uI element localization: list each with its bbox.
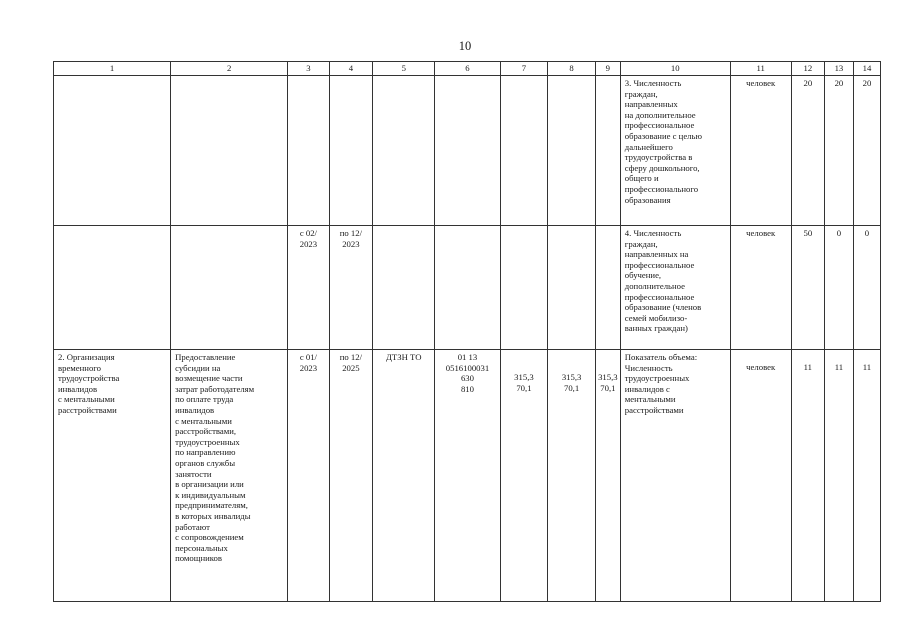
description-cell xyxy=(171,76,288,226)
description-cell: Предоставление субсидии на возмещение части затрат работодателям по оплате труда инвалидов с ментальными расстройствами, трудоустроенных по направлению органов службы занятости в организации или к индивидуальным предпринимателям, в которых инвалиды работают с сопровождением персональных помощников xyxy=(171,350,288,602)
description-cell xyxy=(171,226,288,350)
column-number: 5 xyxy=(373,62,435,76)
target-2025-cell: 11 xyxy=(853,350,880,602)
column-number: 12 xyxy=(791,62,824,76)
column-number: 8 xyxy=(548,62,596,76)
table-row xyxy=(54,350,881,602)
start-cell: с 02/ 2023 xyxy=(288,226,329,350)
column-number: 6 xyxy=(435,62,500,76)
value-cell: 315,3 70,1 xyxy=(548,350,596,602)
value-cell xyxy=(548,76,596,226)
unit-cell: человек xyxy=(730,350,791,602)
start-cell: с 01/ 2023 xyxy=(288,350,329,602)
column-number: 10 xyxy=(620,62,730,76)
indicator-cell: Показатель объема: Численность трудоустроенных инвалидов с ментальными расстройствами xyxy=(620,350,730,602)
end-cell xyxy=(329,76,373,226)
activity-cell xyxy=(54,76,171,226)
indicator-cell: 4. Численность граждан, направленных на профессиональное обучение, дополнительное профессиональное образование (членов семей мобилизо- ванных граждан) xyxy=(620,226,730,350)
value-cell xyxy=(548,226,596,350)
column-number: 2 xyxy=(171,62,288,76)
value-cell: 315,3 70,1 xyxy=(500,350,548,602)
column-number: 7 xyxy=(500,62,548,76)
unit-cell: человек xyxy=(730,226,791,350)
activity-cell xyxy=(54,226,171,350)
column-number: 3 xyxy=(288,62,329,76)
page-number: 10 xyxy=(458,39,472,53)
value-cell xyxy=(595,76,620,226)
target-2024-cell: 11 xyxy=(824,350,853,602)
table-row xyxy=(54,226,881,350)
column-number: 4 xyxy=(329,62,373,76)
column-number: 9 xyxy=(595,62,620,76)
value-cell xyxy=(500,76,548,226)
activity-cell: 2. Организация временного трудоустройства инвалидов с ментальными расстройствами xyxy=(54,350,171,602)
executor-cell: ДТЗН ТО xyxy=(373,350,435,602)
code-cell xyxy=(435,226,500,350)
value-cell xyxy=(500,226,548,350)
end-cell: по 12/ 2023 xyxy=(329,226,373,350)
value-cell xyxy=(595,226,620,350)
target-2023-cell: 50 xyxy=(791,226,824,350)
code-cell xyxy=(435,76,500,226)
program-table xyxy=(53,61,881,602)
target-2023-cell: 11 xyxy=(791,350,824,602)
target-2024-cell: 20 xyxy=(824,76,853,226)
indicator-cell: 3. Численность граждан, направленных на дополнительное профессиональное образование с целью дальнейшего трудоустройства в сферу дошкольного, общего и профессионального образования xyxy=(620,76,730,226)
column-number-row xyxy=(54,62,881,76)
column-number: 11 xyxy=(730,62,791,76)
executor-cell xyxy=(373,226,435,350)
unit-cell: человек xyxy=(730,76,791,226)
column-number: 1 xyxy=(54,62,171,76)
code-cell: 01 13 0516100031 630 810 xyxy=(435,350,500,602)
column-number: 14 xyxy=(853,62,880,76)
value-cell: 315,3 70,1 xyxy=(595,350,620,602)
target-2025-cell: 20 xyxy=(853,76,880,226)
target-2023-cell: 20 xyxy=(791,76,824,226)
column-number: 13 xyxy=(824,62,853,76)
table-row xyxy=(54,76,881,226)
start-cell xyxy=(288,76,329,226)
end-cell: по 12/ 2025 xyxy=(329,350,373,602)
executor-cell xyxy=(373,76,435,226)
target-2024-cell: 0 xyxy=(824,226,853,350)
target-2025-cell: 0 xyxy=(853,226,880,350)
